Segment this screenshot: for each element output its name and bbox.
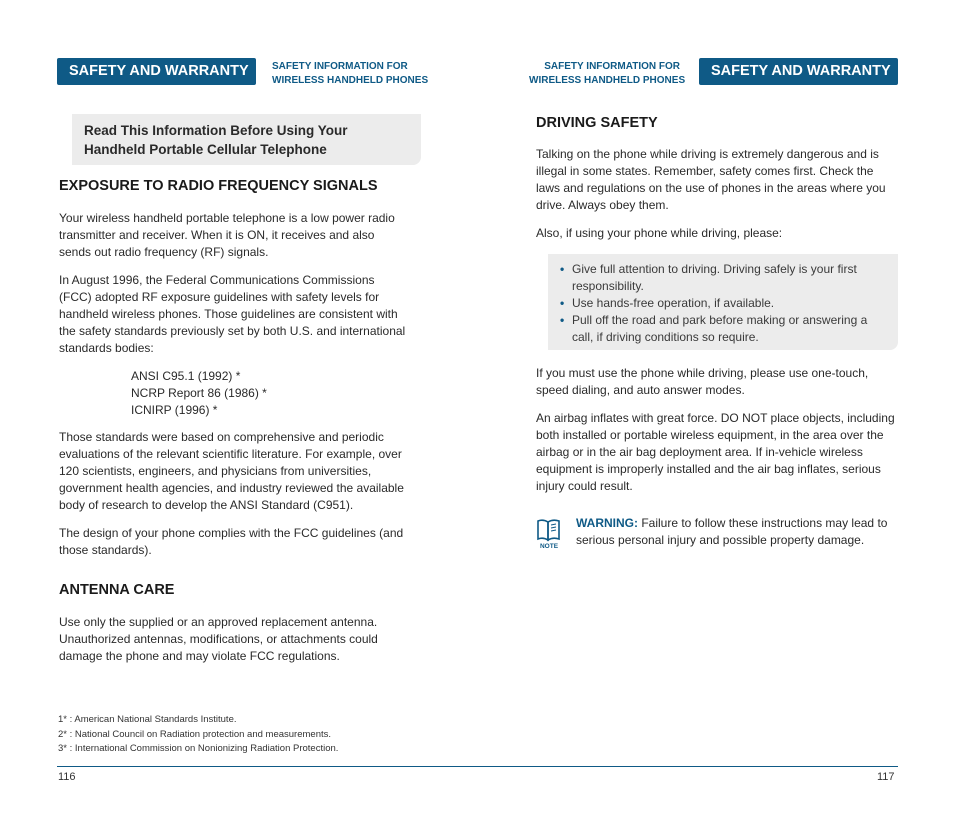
- bullet-icon: •: [560, 262, 565, 276]
- note-icon-label: NOTE: [539, 543, 559, 550]
- warning-label: WARNING:: [576, 516, 638, 530]
- warning-text: Failure to follow these instructions may lead to serious personal injury and possible property damage.: [576, 516, 888, 547]
- callout-line: Read This Information Before Using Your: [84, 123, 348, 138]
- page-number: 117: [877, 771, 895, 783]
- footnote: 3* : International Commission on Nonionizing Radiation Protection.: [58, 743, 339, 754]
- bullet-item: [560, 312, 888, 346]
- body-paragraph: An airbag inflates with great force. DO NOT place objects, including both installed or portable wireless equipment, in the area over the airbag or in the air bag deployment area. If in-vehicle wireless equipment is improperly installed and the air bag inflates, serious injury could result.: [536, 411, 895, 493]
- running-head-line: SAFETY INFORMATION FOR: [544, 61, 680, 72]
- body-paragraph: In August 1996, the Federal Communications Commissions (FCC) adopted RF exposure guidelines with safety levels for handheld wireless phones. Those guidelines are consistent with the safety standards previously set by both U.S. and international standards bodies:: [59, 273, 406, 355]
- running-head-line: SAFETY INFORMATION FOR: [272, 61, 408, 72]
- standards-item: ICNIRP (1996) *: [131, 403, 218, 417]
- bullet-box: [548, 254, 898, 350]
- section-heading: EXPOSURE TO RADIO FREQUENCY SIGNALS: [59, 178, 378, 194]
- body-paragraph: Those standards were based on comprehensive and periodic evaluations of the relevant scientific literature. For example, over 120 scientists, engineers, and physicians from universities, government health agencies, and industry reviewed the available body of research to develop the ANSI Standard (C951).: [59, 430, 404, 512]
- page-number: 116: [58, 771, 76, 783]
- body-paragraph: Use only the supplied or an approved replacement antenna. Unauthorized antennas, modifications, or attachments could damage the phone and may violate FCC regulations.: [59, 615, 378, 663]
- standards-item: ANSI C95.1 (1992) *: [131, 369, 241, 383]
- section-heading: DRIVING SAFETY: [536, 115, 658, 131]
- right-page: [477, 0, 954, 824]
- body-paragraph: The design of your phone complies with the FCC guidelines (and those standards).: [59, 526, 404, 557]
- standards-list: [131, 368, 267, 419]
- footnote: 2* : National Council on Radiation protection and measurements.: [58, 728, 332, 740]
- running-head: [272, 60, 428, 88]
- footer-rule: [57, 766, 477, 767]
- footnote: 1* : American National Standards Institute.: [58, 714, 237, 725]
- callout-box: [72, 114, 421, 165]
- running-head-line: WIRELESS HANDHELD PHONES: [272, 75, 429, 86]
- warning-note: [576, 515, 906, 549]
- standards-item: NCRP Report 86 (1986) *: [131, 386, 267, 400]
- section-tab: SAFETY AND WARRANTY: [699, 58, 898, 85]
- section-tab: SAFETY AND WARRANTY: [57, 58, 256, 85]
- bullet-item: [560, 295, 888, 312]
- bullet-text: Pull off the road and park before making or answering a call, if driving conditions so require.: [572, 313, 868, 344]
- bullet-icon: •: [560, 313, 565, 327]
- body-paragraph: Also, if using your phone while driving, please:: [536, 226, 783, 240]
- bullet-item: [560, 261, 888, 295]
- callout-line: Handheld Portable Cellular Telephone: [84, 142, 327, 157]
- running-head-line: WIRELESS HANDHELD PHONES: [529, 75, 686, 86]
- bullet-text: Use hands-free operation, if available.: [572, 296, 775, 310]
- note-book-icon: [535, 516, 563, 550]
- bullet-text: Give full attention to driving. Driving safely is your first responsibility.: [572, 262, 857, 293]
- running-head: [529, 60, 686, 88]
- section-heading: ANTENNA CARE: [59, 582, 175, 598]
- footer-rule: [477, 766, 898, 767]
- footnotes: [58, 713, 338, 757]
- body-paragraph: Talking on the phone while driving is extremely dangerous and is illegal in some states. Remember, safety comes first. Check the laws and regulations on the use of phones in the areas where you drive. Always obey them.: [536, 147, 886, 212]
- body-paragraph: Your wireless handheld portable telephone is a low power radio transmitter and receiver. When it is ON, it receives and also sends out radio frequency (RF) signals.: [59, 211, 395, 259]
- body-paragraph: If you must use the phone while driving, please use one-touch, speed dialing, and auto answer modes.: [536, 366, 869, 397]
- bullet-icon: •: [560, 296, 565, 310]
